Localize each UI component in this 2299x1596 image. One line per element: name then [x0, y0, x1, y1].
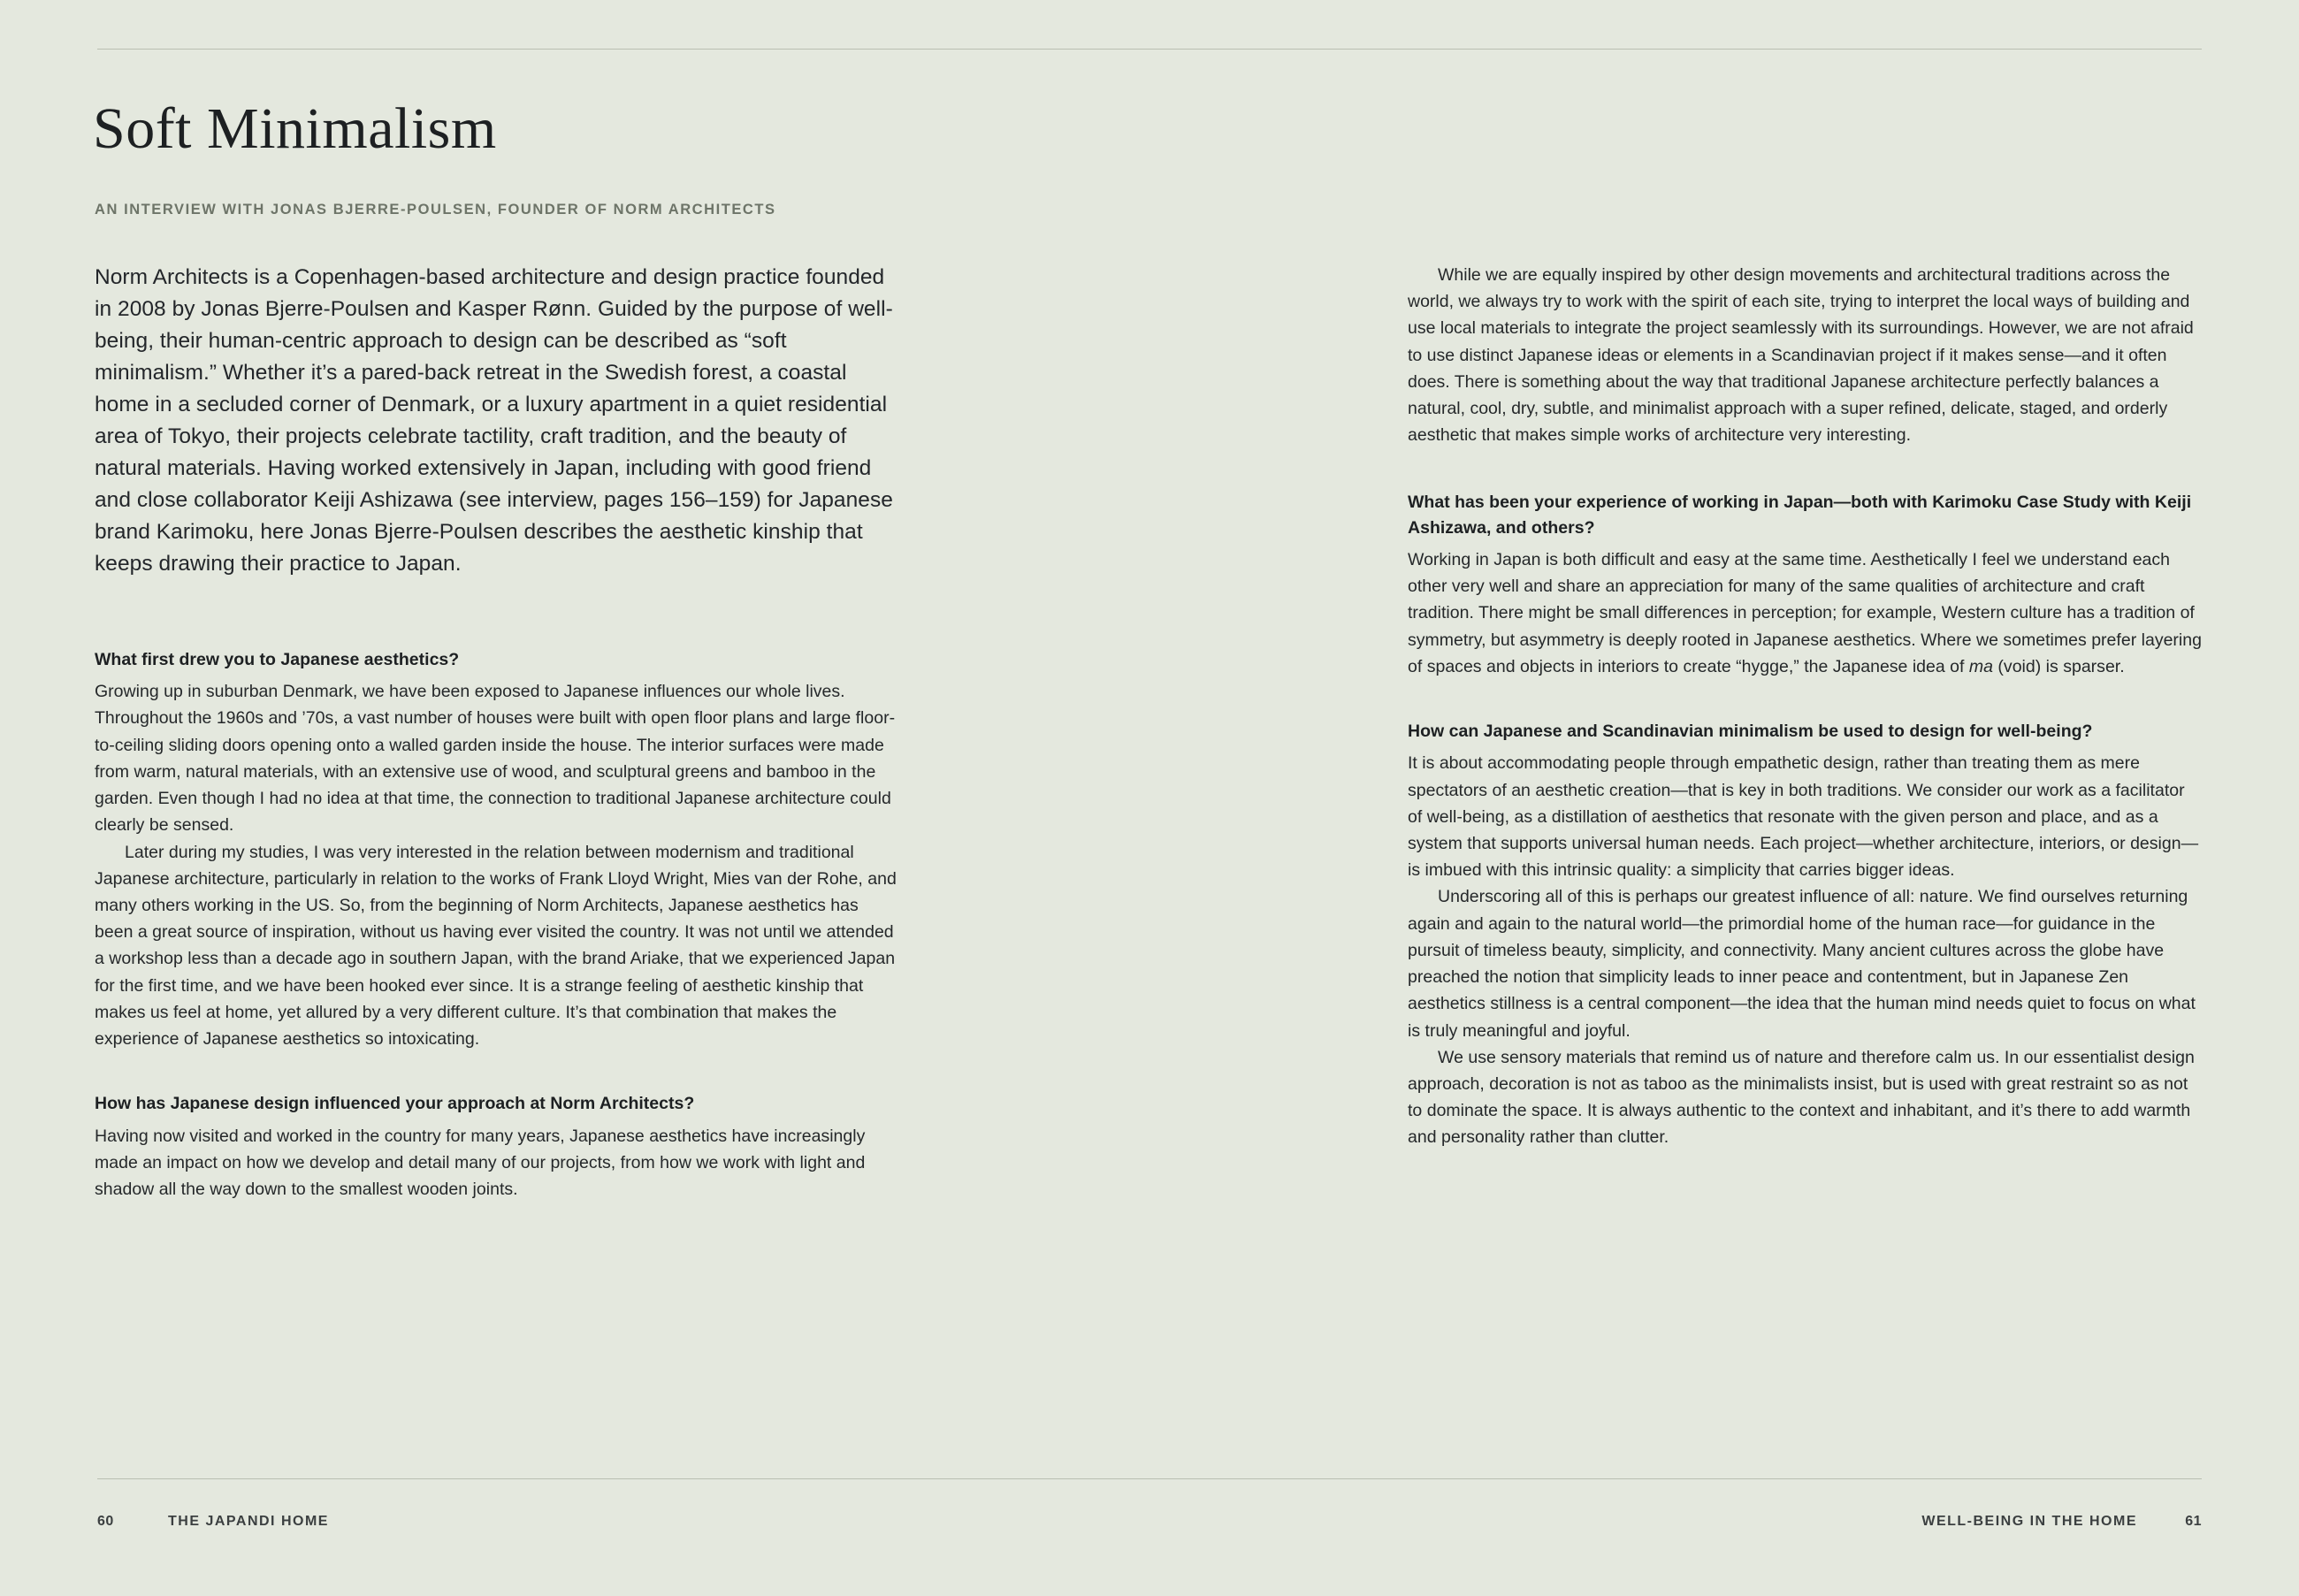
- intro-paragraph-block: [95, 262, 897, 580]
- answer-1-paragraph-2: Later during my studies, I was very interested in the relation between modernism and traditional Japanese architecture, particularly in relation to the works of Frank Lloyd Wright, Mies van der Rohe, and many others working in the US. So, from the beginning of Norm Architects, Japanese aesthetics has been a great source of inspiration, without us having ever visited the country. It was not until we attended a workshop less than a decade ago in southern Japan, with the brand Ariake, that we experienced Japan for the first time, and we have been hooked ever since. It is a strange feeling of aesthetic kinship that makes us feel at home, yet allured by a very different culture. It’s that combination that makes the experience of Japanese aesthetics so intoxicating.: [95, 842, 897, 1050]
- intro-paragraph: Norm Architects is a Copenhagen-based architecture and design practice founded in 2008 by Jonas Bjerre-Poulsen and Kasper Rønn. Guided by the purpose of well-being, their human-centric approach to design can be described as “soft minimalism.” Whether it’s a pared-back retreat in the Swedish forest, a coastal home in a secluded corner of Denmark, or a luxury apartment in a quiet residential area of Tokyo, their projects celebrate tactility, craft tradition, and the beauty of natural materials. Having worked extensively in Japan, including with good friend and close collaborator Keiji Ashizawa (see interview, pages 156–159) for Japanese brand Karimoku, here Jonas Bjerre-Poulsen describes the aesthetic kinship that keeps drawing their practice to Japan.: [95, 265, 893, 576]
- answer-4-paragraph-3: We use sensory materials that remind us of nature and therefore calm us. In our essentialist design approach, decoration is not as taboo as the minimalists insist, but is used with great restraint so as not to dominate the space. It is always authentic to the context and inhabitant, and it’s there to add warmth and personality rather than clutter.: [1408, 1047, 2195, 1148]
- standfirst: AN INTERVIEW WITH JONAS BJERRE-POULSEN, FOUNDER OF NORM ARCHITECTS: [95, 202, 776, 218]
- folio-page-number-left: 60: [97, 1514, 114, 1529]
- top-rule: [97, 49, 2202, 50]
- left-column: [95, 262, 897, 1203]
- answer-4-paragraph-1: It is about accommodating people through empathetic design, rather than treating them as mere spectators of an aesthetic creation—that is key in both traditions. We consider our work as a facilitator of well-being, as a distillation of aesthetics that resonate with the given person and place, and as a system that supports universal human needs. Each project—whether architecture, interiors, or design—is imbued with this intrinsic quality: a simplicity that carries bigger ideas.: [1408, 753, 2199, 881]
- page-title: Soft Minimalism: [93, 96, 497, 161]
- answer-4-paragraph-2: Underscoring all of this is perhaps our greatest influence of all: nature. We find ourselves returning again and again to the natural world—the primordial home of the human race—for guidance in the pursuit of timeless beauty, simplicity, and connectivity. Many ancient cultures across the globe have preached the notion that simplicity leads to inner peace and contentment, but in Japanese Zen aesthetics stillness is a central component—the idea that the human mind needs quiet to focus on what is truly meaningful and joyful.: [1408, 887, 2196, 1041]
- question-4: How can Japanese and Scandinavian minimalism be used to design for well-being?: [1408, 722, 2093, 742]
- continuation-paragraph: While we are equally inspired by other design movements and architectural traditions across the world, we always try to work with the spirit of each site, trying to interpret the local ways of building and use local materials to integrate the project seamlessly with its surroundings. However, we are not afraid to use distinct Japanese ideas or elements in a Scandinavian project if it makes sense—and it often does. There is something about the way that traditional Japanese architecture perfectly balances a natural, cool, dry, subtle, and minimalist approach with a super refined, delicate, staged, and orderly aesthetic that makes simple works of architecture very interesting.: [1408, 265, 2194, 446]
- answer-1-paragraph-1: Growing up in suburban Denmark, we have been exposed to Japanese influences our whole lives. Throughout the 1960s and ’70s, a vast number of houses were built with open floor plans and large floor-to-ceiling sliding doors opening onto a walled garden inside the house. The interior surfaces were made from warm, natural materials, with an extensive use of wood, and sculptural greens and bamboo in the garden. Even though I had no idea at that time, the connection to traditional Japanese architecture could clearly be sensed.: [95, 682, 896, 836]
- question-3: What has been your experience of working in Japan—both with Karimoku Case Study with Keiji Ashizawa, and others?: [1408, 492, 2192, 538]
- question-2: How has Japanese design influenced your approach at Norm Architects?: [95, 1094, 695, 1114]
- right-column: [1408, 262, 2204, 1151]
- folio-running-head-right: WELL-BEING IN THE HOME: [1921, 1514, 2137, 1529]
- answer-2-paragraph-1: Having now visited and worked in the country for many years, Japanese aesthetics have increasingly made an impact on how we develop and detail many of our projects, from how we work with light and shadow all the way down to the smallest wooden joints.: [95, 1126, 866, 1199]
- qa-block-4: [1408, 719, 2204, 1151]
- continuation-block: [1408, 262, 2204, 449]
- folio-page-number-right: 61: [2185, 1514, 2202, 1529]
- question-1: What first drew you to Japanese aesthetics?: [95, 650, 460, 669]
- bottom-rule: [97, 1478, 2202, 1479]
- folio-running-head-left: THE JAPANDI HOME: [168, 1514, 329, 1529]
- qa-block-2: [95, 1091, 897, 1203]
- qa-block-1: [95, 647, 897, 1052]
- qa-block-3: [1408, 490, 2204, 681]
- italic-term: ma: [1968, 656, 1993, 676]
- answer-3-paragraph-1: Working in Japan is both difficult and easy at the same time. Aesthetically I feel we understand each other very well and share an appreciation for many of the same qualities of architecture and craft tradition. There might be small differences in perception; for example, Western culture has a tradition of symmetry, but asymmetry is deeply rooted in Japanese aesthetics. Where we sometimes prefer layering of spaces and objects in interiors to create “hygge,” the Japanese idea of ma (void) is sparser.: [1408, 550, 2202, 676]
